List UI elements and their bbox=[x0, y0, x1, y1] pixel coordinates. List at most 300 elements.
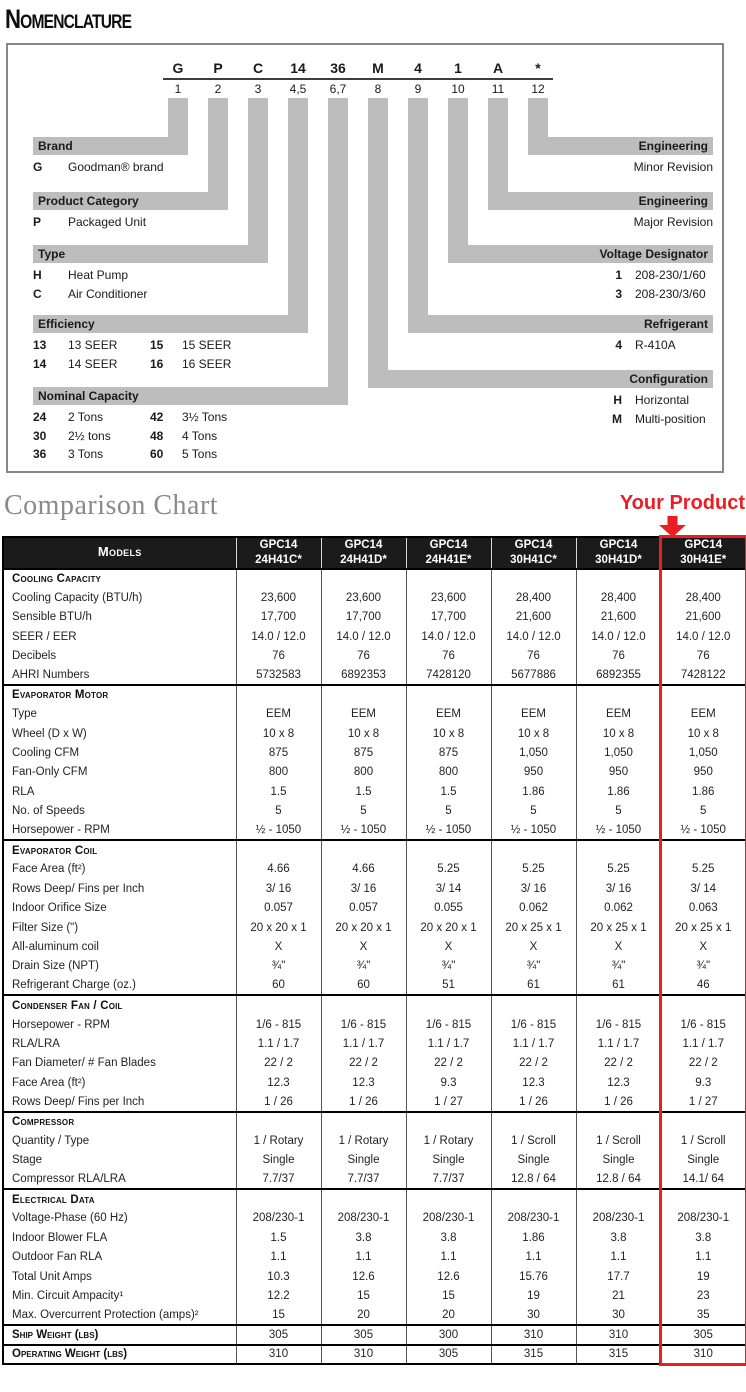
spec-value bbox=[576, 569, 661, 588]
spec-value: 28,400 bbox=[491, 588, 576, 607]
model-series: GPC14 bbox=[514, 539, 553, 551]
model-number: 24H41D* bbox=[340, 553, 387, 566]
spec-value: 3.8 bbox=[661, 1228, 746, 1247]
item-text: 5 Tons bbox=[182, 447, 218, 461]
spec-value: 12.3 bbox=[321, 1073, 406, 1092]
item-text: 3½ Tons bbox=[182, 410, 228, 424]
spec-value: Single bbox=[236, 1151, 321, 1170]
spec-label: Rows Deep/ Fins per Inch bbox=[12, 882, 145, 895]
spec-value: 76 bbox=[576, 646, 661, 665]
spec-value: 9.3 bbox=[406, 1073, 491, 1092]
table-head bbox=[3, 537, 746, 569]
table-row bbox=[3, 685, 746, 704]
spec-value: 7428122 bbox=[661, 666, 746, 685]
models-header: Models bbox=[3, 537, 236, 569]
spec-value: 1.5 bbox=[406, 782, 491, 801]
model-number: 24H41E* bbox=[425, 553, 472, 566]
model-number: 30H41E* bbox=[680, 553, 727, 566]
legend-row bbox=[33, 410, 227, 424]
table-row bbox=[3, 821, 746, 840]
code-char: C bbox=[252, 60, 264, 76]
spec-value bbox=[406, 1112, 491, 1131]
spec-value: 60 bbox=[321, 976, 406, 995]
spec-label: Quantity / Type bbox=[12, 1134, 90, 1147]
spec-label: SEER / EER bbox=[12, 630, 77, 643]
spec-value: 6892355 bbox=[576, 666, 661, 685]
spec-value: 35 bbox=[661, 1306, 746, 1325]
spec-label: Cooling Capacity (BTU/h) bbox=[12, 591, 143, 604]
spec-value: 14.0 / 12.0 bbox=[236, 627, 321, 646]
spec-value: 1.1 bbox=[661, 1248, 746, 1267]
spec-value: 0.055 bbox=[406, 899, 491, 918]
item-text: Multi-position bbox=[635, 411, 706, 426]
table-row bbox=[3, 1189, 746, 1208]
spec-value: 5 bbox=[491, 802, 576, 821]
spec-value: 4.66 bbox=[236, 860, 321, 879]
spec-value: 23,600 bbox=[321, 588, 406, 607]
table-row bbox=[3, 763, 746, 782]
spec-value: 22 / 2 bbox=[236, 1054, 321, 1073]
model-series: GPC14 bbox=[599, 539, 638, 551]
model-series: GPC14 bbox=[344, 539, 383, 551]
code-position: 8 bbox=[374, 82, 382, 96]
spec-value: 76 bbox=[236, 646, 321, 665]
section-header: Condenser Fan / Coil bbox=[3, 995, 236, 1014]
spec-value: 1.1 bbox=[576, 1248, 661, 1267]
table-row bbox=[3, 1092, 746, 1111]
nomenclature-title: Nomenclature bbox=[5, 4, 132, 34]
item-text: Heat Pump bbox=[68, 268, 129, 282]
spec-value: 20 x 25 x 1 bbox=[491, 918, 576, 937]
spec-value bbox=[661, 840, 746, 859]
spec-value: 3/ 16 bbox=[236, 879, 321, 898]
spec-label: Face Area (ft²) bbox=[12, 1076, 86, 1089]
spec-value: 310 bbox=[236, 1345, 321, 1364]
connector-bar bbox=[328, 98, 348, 405]
spec-value: 1,050 bbox=[661, 743, 746, 762]
spec-value: 22 / 2 bbox=[661, 1054, 746, 1073]
item-text: Minor Revision bbox=[633, 160, 713, 174]
spec-value: Single bbox=[406, 1151, 491, 1170]
spec-value: 12.8 / 64 bbox=[491, 1170, 576, 1189]
spec-value: 310 bbox=[661, 1345, 746, 1364]
spec-value: ½ - 1050 bbox=[321, 821, 406, 840]
item-text: 16 SEER bbox=[182, 356, 232, 371]
spec-value: 17.7 bbox=[576, 1267, 661, 1286]
spec-value bbox=[406, 995, 491, 1014]
spec-value: 28,400 bbox=[661, 588, 746, 607]
spec-value: 20 bbox=[406, 1306, 491, 1325]
spec-value: 20 x 25 x 1 bbox=[576, 918, 661, 937]
spec-value: 17,700 bbox=[406, 608, 491, 627]
section-label-bar: Voltage Designator bbox=[448, 245, 713, 263]
spec-value: 12.6 bbox=[406, 1267, 491, 1286]
model-series: GPC14 bbox=[684, 539, 723, 551]
item-text: 15 SEER bbox=[182, 338, 232, 352]
spec-value: 19 bbox=[661, 1267, 746, 1286]
spec-value: 5.25 bbox=[406, 860, 491, 879]
nomenclature-diagram bbox=[0, 0, 746, 480]
spec-value: 21,600 bbox=[661, 608, 746, 627]
spec-value: 208/230-1 bbox=[236, 1209, 321, 1228]
section-header: Compressor bbox=[3, 1112, 236, 1131]
spec-value bbox=[236, 995, 321, 1014]
spec-value: 20 x 20 x 1 bbox=[321, 918, 406, 937]
spec-value: 61 bbox=[491, 976, 576, 995]
code-position: 2 bbox=[214, 82, 222, 96]
table-row bbox=[3, 840, 746, 859]
table-row bbox=[3, 1209, 746, 1228]
model-number: 24H41C* bbox=[255, 553, 302, 566]
spec-value: 21 bbox=[576, 1286, 661, 1305]
spec-value: 7.7/37 bbox=[321, 1170, 406, 1189]
spec-value: 3.8 bbox=[576, 1228, 661, 1247]
spec-value bbox=[576, 1112, 661, 1131]
model-number: 30H41C* bbox=[510, 553, 557, 566]
section-header: Evaporator Motor bbox=[3, 685, 236, 704]
item-code: M bbox=[612, 411, 622, 426]
legend-row bbox=[413, 393, 713, 407]
spec-value: X bbox=[661, 937, 746, 956]
spec-label: Drain Size (NPT) bbox=[12, 960, 99, 973]
spec-value: ¾" bbox=[321, 957, 406, 976]
spec-value bbox=[236, 685, 321, 704]
connector-bar bbox=[248, 98, 268, 263]
spec-value: 5 bbox=[321, 802, 406, 821]
spec-value: 950 bbox=[576, 763, 661, 782]
spec-value: 23 bbox=[661, 1286, 746, 1305]
spec-label: Type bbox=[12, 708, 37, 721]
spec-value bbox=[321, 1112, 406, 1131]
spec-value: 1 / 26 bbox=[491, 1092, 576, 1111]
spec-value: ¾" bbox=[491, 957, 576, 976]
spec-value: 1.1 bbox=[321, 1248, 406, 1267]
spec-value: 800 bbox=[321, 763, 406, 782]
table-row bbox=[3, 569, 746, 588]
spec-value: 28,400 bbox=[576, 588, 661, 607]
spec-value bbox=[406, 840, 491, 859]
spec-value: 0.063 bbox=[661, 899, 746, 918]
spec-label: Fan-Only CFM bbox=[12, 766, 88, 779]
spec-value: 1 / 27 bbox=[406, 1092, 491, 1111]
spec-value: 20 bbox=[321, 1306, 406, 1325]
spec-value: 60 bbox=[236, 976, 321, 995]
spec-value bbox=[491, 995, 576, 1014]
code-position: 1 bbox=[174, 82, 182, 96]
spec-value bbox=[491, 569, 576, 588]
table-row bbox=[3, 1248, 746, 1267]
spec-value: Single bbox=[576, 1151, 661, 1170]
code-position: 10 bbox=[451, 82, 465, 96]
item-code: H bbox=[33, 268, 42, 282]
spec-value: 3/ 16 bbox=[321, 879, 406, 898]
spec-value: 5677886 bbox=[491, 666, 576, 685]
item-code: 13 bbox=[33, 338, 47, 352]
spec-value: 3/ 16 bbox=[491, 879, 576, 898]
spec-value: 76 bbox=[406, 646, 491, 665]
spec-value: 21,600 bbox=[491, 608, 576, 627]
section-header: Evaporator Coil bbox=[3, 840, 236, 859]
spec-label: RLA/LRA bbox=[12, 1037, 60, 1050]
spec-value: 0.057 bbox=[236, 899, 321, 918]
spec-value: 1.1 bbox=[491, 1248, 576, 1267]
spec-value: 1.86 bbox=[576, 782, 661, 801]
table-row bbox=[3, 1151, 746, 1170]
section-header: Electrical Data bbox=[3, 1189, 236, 1208]
spec-value: 76 bbox=[661, 646, 746, 665]
table-row bbox=[3, 1131, 746, 1150]
spec-value: 10 x 8 bbox=[406, 724, 491, 743]
legend-row bbox=[413, 268, 713, 282]
spec-value: ½ - 1050 bbox=[491, 821, 576, 840]
section-label-bar: Refrigerant bbox=[408, 315, 713, 333]
item-text: 208-230/3/60 bbox=[635, 286, 706, 301]
spec-value: 1 / 26 bbox=[576, 1092, 661, 1111]
spec-value: 20 x 20 x 1 bbox=[236, 918, 321, 937]
legend-row bbox=[33, 287, 150, 301]
spec-value: 310 bbox=[576, 1325, 661, 1344]
item-code: 36 bbox=[33, 447, 47, 461]
spec-value: 5 bbox=[661, 802, 746, 821]
legend-row bbox=[33, 357, 231, 371]
table-row bbox=[3, 802, 746, 821]
spec-value: 12.3 bbox=[576, 1073, 661, 1092]
table-row bbox=[3, 1015, 746, 1034]
spec-label: Face Area (ft²) bbox=[12, 863, 86, 876]
spec-value bbox=[321, 840, 406, 859]
spec-value: 15 bbox=[406, 1286, 491, 1305]
model-number: 30H41D* bbox=[595, 553, 642, 566]
table-row bbox=[3, 995, 746, 1014]
spec-value: 1 / 27 bbox=[661, 1092, 746, 1111]
item-code: 3 bbox=[615, 286, 622, 301]
spec-value bbox=[321, 569, 406, 588]
table-row bbox=[3, 1228, 746, 1247]
item-code: G bbox=[33, 160, 43, 174]
connector-bar bbox=[448, 98, 468, 263]
spec-label: Cooling CFM bbox=[12, 747, 80, 760]
spec-value: 208/230-1 bbox=[576, 1209, 661, 1228]
spec-value: 76 bbox=[321, 646, 406, 665]
spec-value: 3.8 bbox=[321, 1228, 406, 1247]
spec-value: 23,600 bbox=[406, 588, 491, 607]
header-row bbox=[3, 537, 746, 569]
table-row bbox=[3, 957, 746, 976]
spec-label: Decibels bbox=[12, 650, 57, 663]
table-row bbox=[3, 976, 746, 995]
item-code: 24 bbox=[33, 410, 47, 424]
table-row bbox=[3, 879, 746, 898]
spec-value: 51 bbox=[406, 976, 491, 995]
spec-label: Voltage-Phase (60 Hz) bbox=[12, 1212, 128, 1225]
spec-value: 10 x 8 bbox=[491, 724, 576, 743]
item-text: Goodman® brand bbox=[68, 160, 164, 174]
table-row bbox=[3, 743, 746, 762]
spec-value: 875 bbox=[236, 743, 321, 762]
spec-value bbox=[491, 840, 576, 859]
spec-value: 1/6 - 815 bbox=[491, 1015, 576, 1034]
table-row bbox=[3, 666, 746, 685]
spec-label: No. of Speeds bbox=[12, 805, 85, 818]
spec-value bbox=[491, 1189, 576, 1208]
spec-value bbox=[661, 569, 746, 588]
spec-value: 1 / Scroll bbox=[576, 1131, 661, 1150]
legend-row bbox=[33, 268, 150, 282]
code-position: 3 bbox=[254, 82, 262, 96]
spec-label: Fan Diameter/ # Fan Blades bbox=[12, 1057, 156, 1070]
section-title-type: Type bbox=[33, 245, 268, 263]
spec-value: 5 bbox=[406, 802, 491, 821]
spec-value: EEM bbox=[661, 705, 746, 724]
spec-value: 15 bbox=[321, 1286, 406, 1305]
spec-value bbox=[576, 995, 661, 1014]
section-title-efficiency: Efficiency bbox=[33, 315, 308, 333]
spec-value bbox=[661, 685, 746, 704]
code-char: * bbox=[535, 60, 541, 76]
spec-value: 3/ 14 bbox=[406, 879, 491, 898]
spec-value: ¾" bbox=[406, 957, 491, 976]
code-position: 4,5 bbox=[289, 82, 307, 96]
spec-value: ¾" bbox=[661, 957, 746, 976]
code-position: 11 bbox=[491, 82, 505, 96]
spec-value: 1.5 bbox=[236, 782, 321, 801]
spec-value bbox=[406, 1189, 491, 1208]
spec-value bbox=[321, 1189, 406, 1208]
spec-value: 315 bbox=[491, 1345, 576, 1364]
table-row bbox=[3, 1267, 746, 1286]
table-row bbox=[3, 608, 746, 627]
spec-value: 7428120 bbox=[406, 666, 491, 685]
spec-value: 5.25 bbox=[661, 860, 746, 879]
model-series: GPC14 bbox=[259, 539, 298, 551]
spec-label: Total Unit Amps bbox=[12, 1270, 92, 1283]
item-text: 13 SEER bbox=[68, 338, 118, 352]
item-code: C bbox=[33, 286, 42, 301]
spec-value: 1.86 bbox=[661, 782, 746, 801]
item-code: 14 bbox=[33, 356, 47, 371]
spec-value: 1/6 - 815 bbox=[576, 1015, 661, 1034]
spec-value: 1.1 / 1.7 bbox=[491, 1034, 576, 1053]
item-code: 1 bbox=[615, 268, 622, 282]
connector-bar bbox=[288, 98, 308, 333]
table-row bbox=[3, 937, 746, 956]
spec-value: 5 bbox=[236, 802, 321, 821]
spec-value: 305 bbox=[321, 1325, 406, 1344]
code-char: A bbox=[492, 60, 504, 76]
section-title-nominal-capacity: Nominal Capacity bbox=[33, 387, 348, 405]
spec-label: Horsepower - RPM bbox=[12, 1018, 110, 1031]
section-header: Operating Weight (lbs) bbox=[3, 1345, 236, 1364]
spec-label: Rows Deep/ Fins per Inch bbox=[12, 1095, 145, 1108]
spec-value: 875 bbox=[406, 743, 491, 762]
spec-value: 14.1/ 64 bbox=[661, 1170, 746, 1189]
model-column-header bbox=[661, 537, 746, 569]
spec-value: Single bbox=[661, 1151, 746, 1170]
spec-value: 30 bbox=[576, 1306, 661, 1325]
spec-value: 1.1 / 1.7 bbox=[406, 1034, 491, 1053]
item-code: 15 bbox=[150, 338, 164, 352]
spec-value: 14.0 / 12.0 bbox=[661, 627, 746, 646]
spec-value: 315 bbox=[576, 1345, 661, 1364]
spec-value: 7.7/37 bbox=[236, 1170, 321, 1189]
spec-value: 1.86 bbox=[491, 782, 576, 801]
spec-value: 1/6 - 815 bbox=[236, 1015, 321, 1034]
spec-value: 10 x 8 bbox=[576, 724, 661, 743]
table-row bbox=[3, 705, 746, 724]
spec-value: EEM bbox=[321, 705, 406, 724]
spec-value bbox=[236, 1112, 321, 1131]
spec-value: 950 bbox=[491, 763, 576, 782]
table-row bbox=[3, 724, 746, 743]
spec-value bbox=[321, 995, 406, 1014]
spec-value: 1,050 bbox=[491, 743, 576, 762]
table-row bbox=[3, 899, 746, 918]
spec-value: 12.2 bbox=[236, 1286, 321, 1305]
spec-value: 20 x 20 x 1 bbox=[406, 918, 491, 937]
item-text: 4 Tons bbox=[182, 428, 218, 443]
spec-value: 46 bbox=[661, 976, 746, 995]
legend-row bbox=[33, 429, 217, 443]
spec-label: Filter Size (") bbox=[12, 921, 79, 934]
spec-value: X bbox=[491, 937, 576, 956]
section-label-bar: Configuration bbox=[368, 370, 713, 388]
spec-value: 3/ 14 bbox=[661, 879, 746, 898]
spec-value: 5732583 bbox=[236, 666, 321, 685]
table-row bbox=[3, 782, 746, 801]
spec-value: 800 bbox=[406, 763, 491, 782]
spec-value: 1.86 bbox=[491, 1228, 576, 1247]
spec-value: 19 bbox=[491, 1286, 576, 1305]
section-title-brand: Brand bbox=[33, 137, 188, 155]
spec-value: 1.1 / 1.7 bbox=[236, 1034, 321, 1053]
spec-value: 12.3 bbox=[491, 1073, 576, 1092]
connector-bar bbox=[368, 98, 388, 388]
legend-row bbox=[33, 215, 150, 229]
item-text: 14 SEER bbox=[68, 356, 118, 371]
spec-value: 3/ 16 bbox=[576, 879, 661, 898]
legend-row bbox=[413, 412, 713, 426]
spec-value: 1,050 bbox=[576, 743, 661, 762]
spec-value: 23,600 bbox=[236, 588, 321, 607]
spec-value: ¾" bbox=[236, 957, 321, 976]
spec-value bbox=[236, 1189, 321, 1208]
spec-label: Compressor RLA/LRA bbox=[12, 1173, 126, 1186]
spec-value: EEM bbox=[236, 705, 321, 724]
legend-row bbox=[413, 287, 713, 301]
spec-label: Sensible BTU/h bbox=[12, 611, 92, 624]
spec-value: Single bbox=[491, 1151, 576, 1170]
item-code: 30 bbox=[33, 428, 47, 443]
item-code: 4 bbox=[615, 338, 622, 352]
spec-value: 22 / 2 bbox=[576, 1054, 661, 1073]
spec-value bbox=[576, 685, 661, 704]
spec-value: 310 bbox=[321, 1345, 406, 1364]
spec-value bbox=[236, 840, 321, 859]
legend-row bbox=[33, 338, 231, 352]
spec-label: Indoor Orifice Size bbox=[12, 902, 107, 915]
table-row bbox=[3, 860, 746, 879]
code-position: 6,7 bbox=[329, 82, 347, 96]
spec-value: 1 / Rotary bbox=[321, 1131, 406, 1150]
spec-value: 61 bbox=[576, 976, 661, 995]
table-row bbox=[3, 918, 746, 937]
legend-row bbox=[413, 338, 713, 352]
spec-value: ½ - 1050 bbox=[576, 821, 661, 840]
table-row bbox=[3, 1112, 746, 1131]
spec-value: 76 bbox=[491, 646, 576, 665]
spec-value: 0.057 bbox=[321, 899, 406, 918]
table-row bbox=[3, 1325, 746, 1344]
